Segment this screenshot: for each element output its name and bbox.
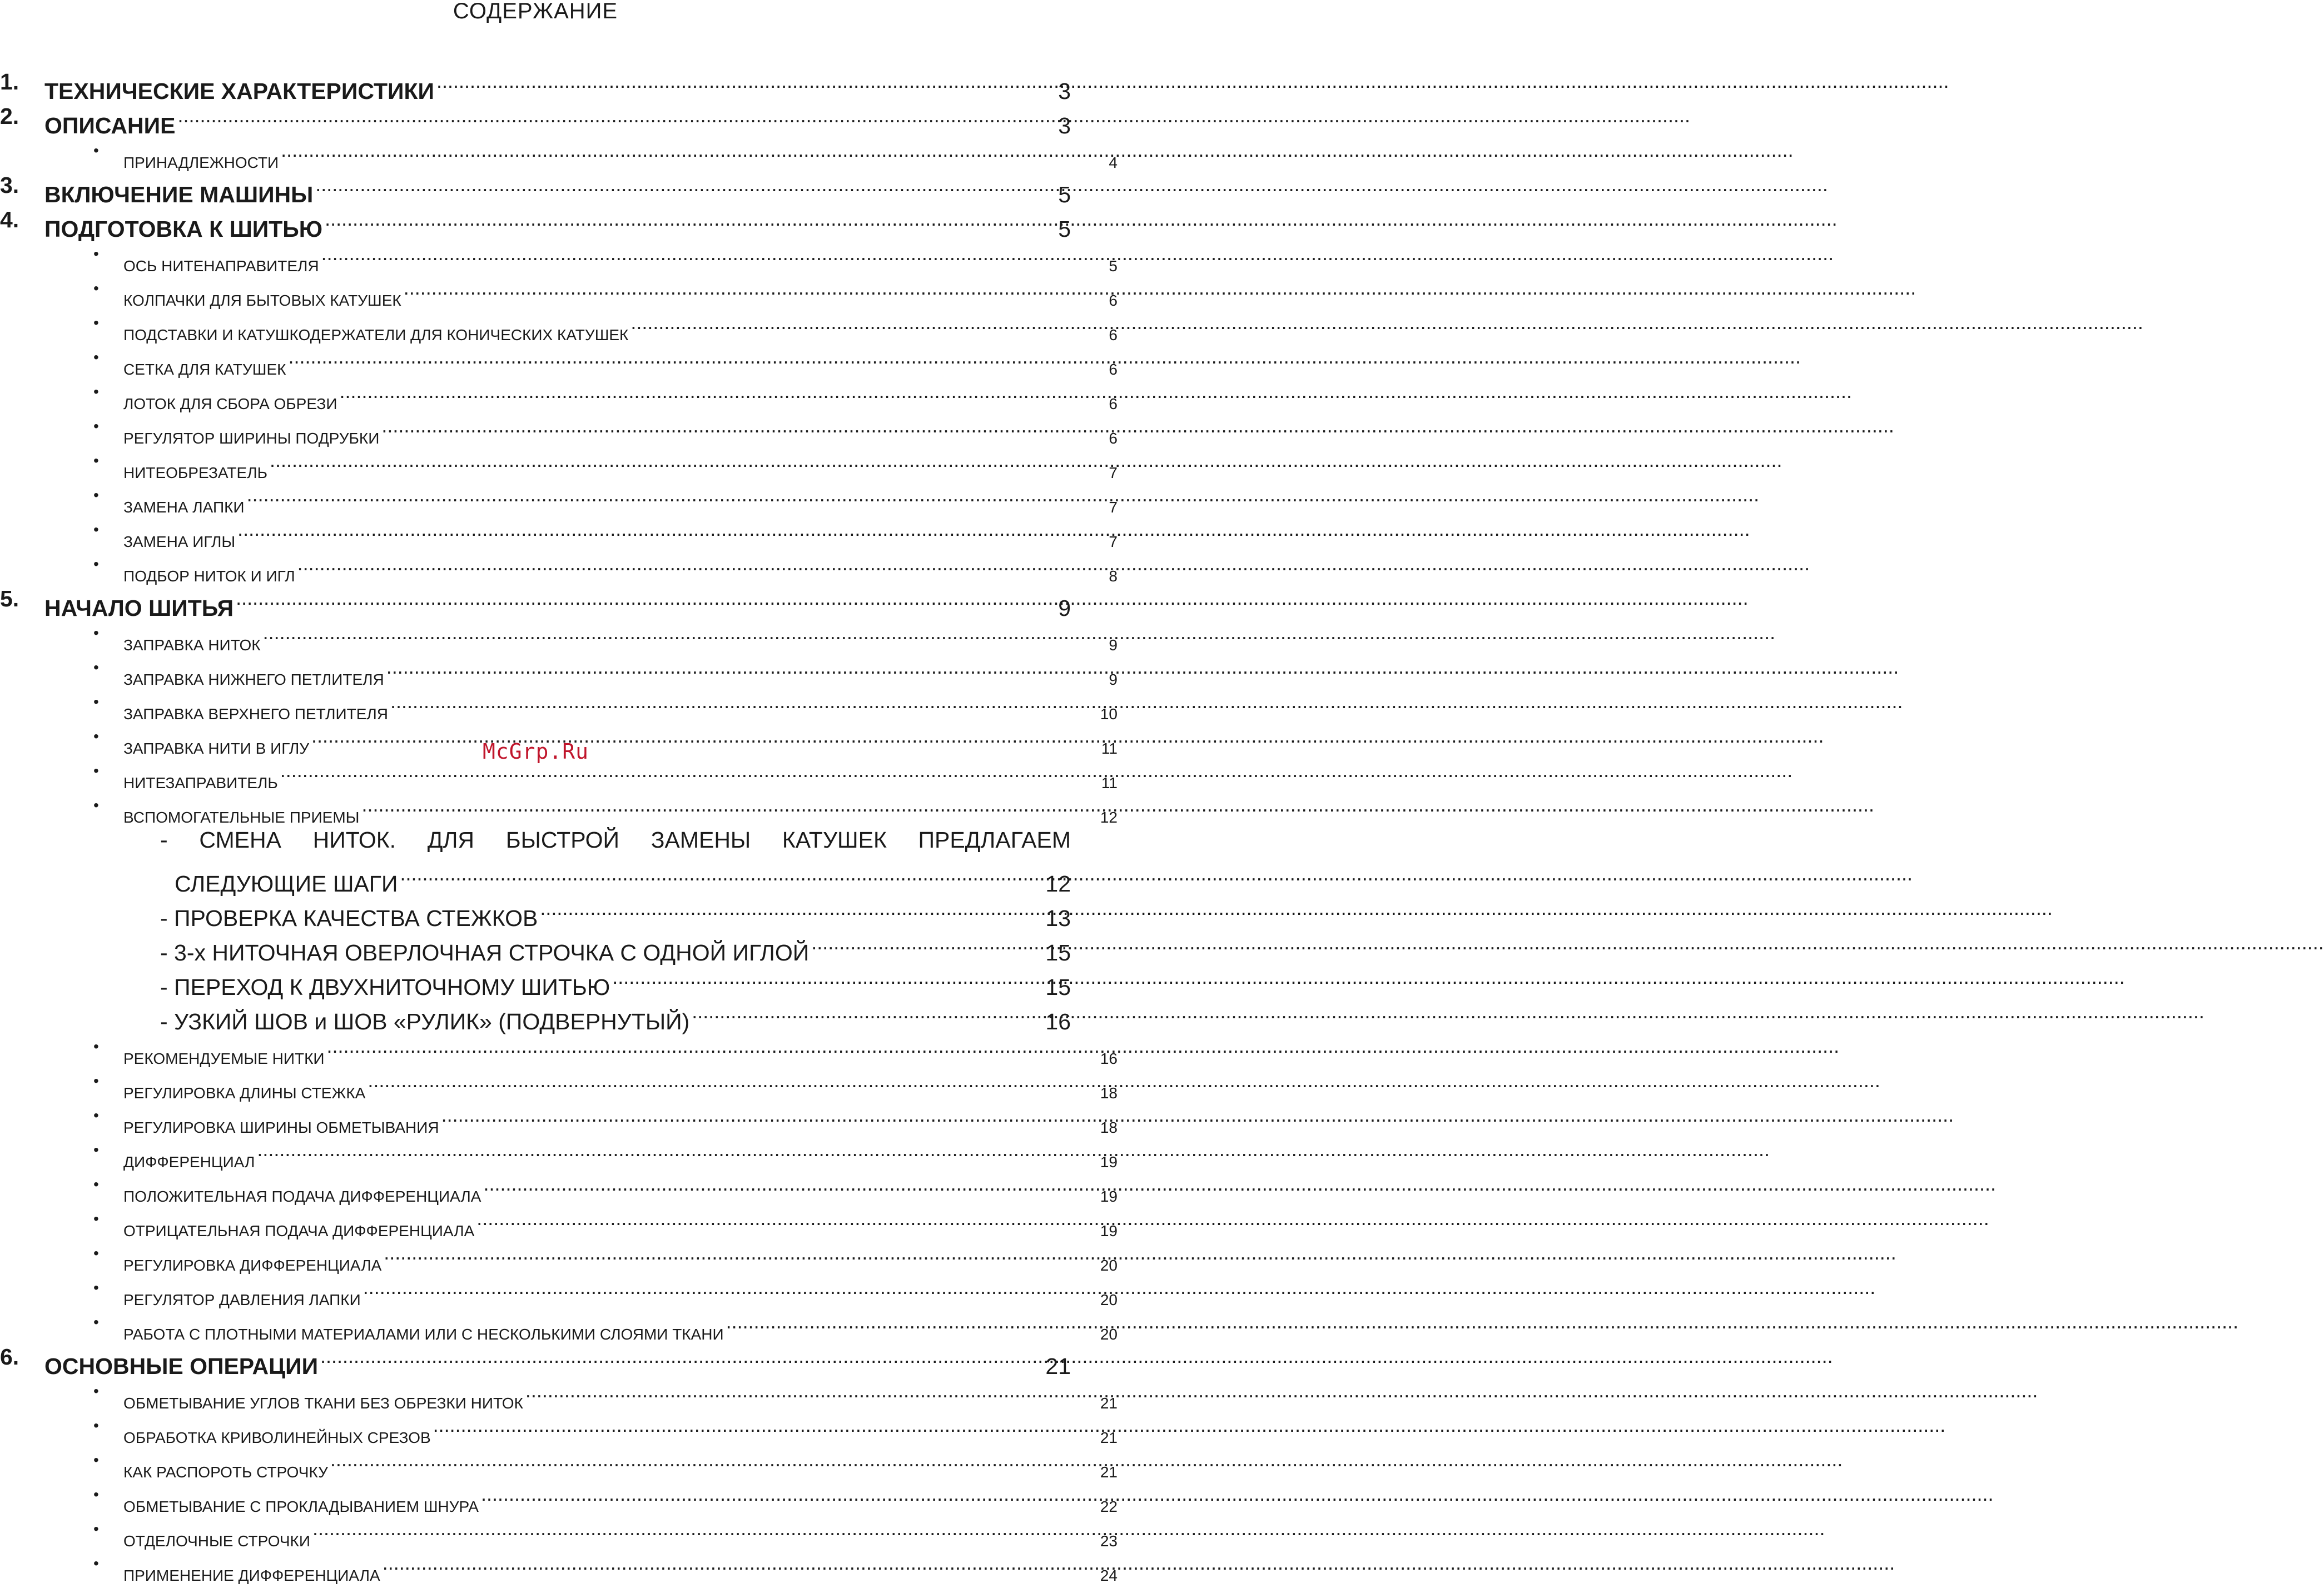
- dot-leader: [368, 1064, 1098, 1098]
- toc-entry-page-number: 4: [1109, 154, 1118, 171]
- toc-entry[interactable]: [47, 1167, 1118, 1205]
- toc-entry-label: ТЕХНИЧЕСКИЕ ХАРАКТЕРИСТИКИ: [44, 78, 434, 104]
- toc-entry-page-number: 3: [1058, 113, 1071, 138]
- toc-entry[interactable]: [47, 1443, 1118, 1481]
- toc-entry-page-number: 18: [1100, 1084, 1118, 1102]
- page-title: СОДЕРЖАНИЕ: [453, 0, 618, 23]
- toc-entry-label: ОСЬ НИТЕНАПРАВИТЕЛЯ: [123, 257, 319, 275]
- toc-entry[interactable]: [47, 685, 1118, 723]
- toc-entry-label: ЗАПРАВКА ВЕРХНЕГО ПЕТЛИТЕЛЯ: [123, 705, 388, 723]
- toc-entry-label: ПОДСТАВКИ И КАТУШКОДЕРЖАТЕЛИ ДЛЯ КОНИЧЕСКИХ КАТУШЕК: [123, 326, 629, 344]
- toc-entry[interactable]: [47, 1133, 1118, 1171]
- toc-entry-label: ОТДЕЛОЧНЫЕ СТРОЧКИ: [123, 1532, 310, 1550]
- toc-entry-page-number: 3: [1058, 78, 1071, 104]
- toc-entry-page-number: 9: [1109, 636, 1118, 654]
- toc-entry-label: ОБМЕТЫВАНИЕ УГЛОВ ТКАНИ БЕЗ ОБРЕЗКИ НИТОК: [123, 1395, 523, 1412]
- toc-entry-label: - ПЕРЕХОД К ДВУХНИТОЧНОМУ ШИТЬЮ: [160, 974, 610, 1000]
- toc-entry-page-number: 11: [1101, 740, 1118, 757]
- toc-entry-page-number: 5: [1058, 216, 1071, 242]
- toc-entry[interactable]: [47, 133, 1118, 171]
- bullet-icon: •: [93, 1520, 99, 1537]
- dot-leader: [263, 616, 1107, 650]
- dot-leader: [386, 650, 1107, 685]
- dot-leader: [441, 1098, 1098, 1133]
- toc-entry[interactable]: [47, 478, 1118, 516]
- dot-leader: [481, 1477, 1098, 1512]
- toc-entry-page-number: 21: [1100, 1395, 1118, 1412]
- toc-entry-label: НИТЕОБРЕЗАТЕЛЬ: [123, 464, 267, 481]
- toc-entry-page-number: 19: [1100, 1188, 1118, 1205]
- dot-leader: [436, 64, 1056, 99]
- toc-entry[interactable]: [0, 857, 1071, 897]
- dot-leader: [476, 1202, 1098, 1236]
- toc-entry-page-number: 15: [1045, 974, 1071, 1000]
- toc-entry[interactable]: [47, 306, 1118, 344]
- toc-entry[interactable]: [47, 788, 1118, 826]
- toc-entry[interactable]: [47, 1236, 1118, 1274]
- toc-entry[interactable]: [47, 1477, 1118, 1515]
- bullet-icon: •: [93, 555, 99, 573]
- toc-entry[interactable]: [0, 202, 1071, 242]
- toc-entry-label: ПОДГОТОВКА К ШИТЬЮ: [44, 216, 323, 242]
- toc-entry[interactable]: [47, 1546, 1118, 1584]
- toc-entry[interactable]: [47, 1202, 1118, 1239]
- toc-entry[interactable]: [47, 375, 1118, 412]
- dot-leader: [315, 168, 1056, 202]
- toc-entry-number: 5.: [0, 586, 19, 611]
- bullet-icon: •: [93, 1107, 99, 1124]
- dot-leader: [383, 1546, 1098, 1581]
- bullet-icon: •: [93, 1244, 99, 1262]
- bullet-icon: •: [93, 521, 99, 538]
- dot-leader: [384, 1236, 1098, 1271]
- dot-leader: [483, 1167, 1098, 1202]
- dot-leader: [177, 99, 1056, 133]
- toc-entry-label: - ПРОВЕРКА КАЧЕСТВА СТЕЖКОВ: [160, 905, 538, 931]
- toc-entry-page-number: 10: [1100, 705, 1118, 723]
- toc-entry-page-number: 5: [1109, 257, 1118, 275]
- toc-entry[interactable]: [47, 1512, 1118, 1550]
- toc-entry-page-number: 11: [1101, 774, 1118, 791]
- toc-entry-page-number: 16: [1045, 1009, 1071, 1034]
- toc-entry-number: 4.: [0, 207, 19, 232]
- toc-entry-label: ОБМЕТЫВАНИЕ С ПРОКЛАДЫВАНИЕМ ШНУРА: [123, 1498, 479, 1515]
- dot-leader: [525, 1374, 1098, 1408]
- toc-entry[interactable]: [47, 271, 1118, 309]
- toc-entry-page-number: 12: [1045, 871, 1071, 897]
- toc-entry[interactable]: [47, 1271, 1118, 1308]
- toc-entry-label: РЕГУЛИРОВКА ДИФФЕРЕНЦИАЛА: [123, 1257, 382, 1274]
- toc-entry-page-number: 7: [1109, 464, 1118, 481]
- dot-leader: [311, 719, 1099, 754]
- toc-entry-label: РЕГУЛИРОВКА ДЛИНЫ СТЕЖКА: [123, 1084, 366, 1102]
- toc-entry-label: ОСНОВНЫЕ ОПЕРАЦИИ: [44, 1353, 319, 1379]
- bullet-icon: •: [93, 314, 99, 331]
- toc-entry-page-number: 12: [1100, 809, 1118, 826]
- dot-leader: [237, 512, 1106, 547]
- toc-entry[interactable]: [0, 892, 1071, 931]
- bullet-icon: •: [93, 728, 99, 745]
- bullet-icon: •: [93, 796, 99, 814]
- toc-entry[interactable]: [47, 1098, 1118, 1136]
- toc-entry[interactable]: [47, 616, 1118, 654]
- toc-entry-label: ПРИНАДЛЕЖНОСТИ: [123, 154, 279, 171]
- dot-leader: [540, 892, 1043, 926]
- toc-entry[interactable]: [47, 1064, 1118, 1102]
- dot-leader: [321, 237, 1107, 271]
- bullet-icon: •: [93, 1382, 99, 1400]
- toc-entry-page-number: 7: [1109, 499, 1118, 516]
- bullet-icon: •: [93, 1210, 99, 1227]
- toc-entry[interactable]: [0, 581, 1071, 621]
- toc-entry-number: 2.: [0, 103, 19, 129]
- dot-leader: [247, 478, 1107, 512]
- bullet-icon: •: [93, 349, 99, 366]
- toc-entry-label: НАЧАЛО ШИТЬЯ: [44, 595, 234, 621]
- bullet-icon: •: [93, 1555, 99, 1572]
- toc-entry-page-number: 21: [1100, 1429, 1118, 1446]
- bullet-icon: •: [93, 1279, 99, 1296]
- toc-entry-page-number: 16: [1100, 1050, 1118, 1067]
- toc-entry[interactable]: [0, 168, 1071, 207]
- bullet-icon: •: [93, 417, 99, 435]
- toc-entry[interactable]: [47, 1408, 1118, 1446]
- bullet-icon: •: [93, 659, 99, 676]
- toc-entry-page-number: 9: [1058, 595, 1071, 621]
- toc-entry-label: ПРИМЕНЕНИЕ ДИФФЕРЕНЦИАЛА: [123, 1567, 380, 1584]
- dot-leader: [381, 409, 1106, 444]
- dot-leader: [726, 1305, 1098, 1340]
- toc-entry-label: ОТРИЦАТЕЛЬНАЯ ПОДАЧА ДИФФЕРЕНЦИАЛА: [123, 1222, 475, 1239]
- toc-entry-page-number: 19: [1100, 1153, 1118, 1171]
- toc-entry-number: 1.: [0, 69, 19, 94]
- toc-entry-label: ВСПОМОГАТЕЛЬНЫЕ ПРИЕМЫ: [123, 809, 360, 826]
- bullet-icon: •: [93, 142, 99, 159]
- bullet-icon: •: [93, 486, 99, 504]
- bullet-icon: •: [93, 383, 99, 400]
- toc-entry-page-number: 20: [1100, 1291, 1118, 1308]
- bullet-icon: •: [93, 280, 99, 297]
- bullet-icon: •: [93, 1176, 99, 1193]
- toc-entry-page-number: 5: [1058, 182, 1071, 207]
- toc-entry-page-number: 13: [1045, 905, 1071, 931]
- toc-entry-label: ЗАМЕНА ЛАПКИ: [123, 499, 245, 516]
- bullet-icon: •: [93, 1141, 99, 1158]
- toc-entry-label: ЗАМЕНА ИГЛЫ: [123, 533, 236, 550]
- dot-leader: [363, 1271, 1098, 1305]
- toc-entry[interactable]: [47, 512, 1118, 550]
- toc-entry[interactable]: [47, 650, 1118, 688]
- toc-entry-number: 6.: [0, 1344, 19, 1370]
- toc-entry-label: СЕТКА ДЛЯ КАТУШЕК: [123, 361, 286, 378]
- toc-entry[interactable]: [0, 1340, 1071, 1379]
- bullet-icon: •: [93, 1417, 99, 1434]
- toc-entry[interactable]: [47, 444, 1118, 481]
- dot-leader: [330, 1443, 1098, 1477]
- toc-entry[interactable]: [0, 64, 1071, 104]
- toc-entry[interactable]: [0, 926, 1071, 965]
- toc-entry-page-number: 7: [1109, 533, 1118, 550]
- toc-entry[interactable]: [47, 237, 1118, 275]
- toc-entry-page-number: 6: [1109, 292, 1118, 309]
- dot-leader: [327, 1029, 1098, 1064]
- toc-entry-wrapped-line[interactable]: - СМЕНА НИТОК. ДЛЯ БЫСТРОЙ ЗАМЕНЫ КАТУШЕК ПРЕДЛАГАЕМ: [160, 827, 1071, 853]
- toc-entry-page-number: 6: [1109, 361, 1118, 378]
- toc-entry-page-number: 15: [1045, 940, 1071, 965]
- toc-entry-label: ОБРАБОТКА КРИВОЛИНЕЙНЫХ СРЕЗОВ: [123, 1429, 431, 1446]
- toc-entry-page-number: 21: [1045, 1353, 1071, 1379]
- toc-entry-label: ЗАПРАВКА НИЖНЕГО ПЕТЛИТЕЛЯ: [123, 671, 384, 688]
- dot-leader: [404, 271, 1107, 306]
- bullet-icon: •: [93, 452, 99, 469]
- toc-entry-page-number: 23: [1100, 1532, 1118, 1550]
- toc-entry[interactable]: [47, 1374, 1118, 1412]
- toc-entry-label: ПОДБОР НИТОК И ИГЛ: [123, 567, 295, 585]
- dot-leader: [288, 340, 1106, 375]
- toc-entry-label: КАК РАСПОРОТЬ СТРОЧКУ: [123, 1463, 328, 1481]
- toc-entry-label: РЕГУЛЯТОР ДАВЛЕНИЯ ЛАПКИ: [123, 1291, 361, 1308]
- toc-entry[interactable]: [47, 340, 1118, 378]
- toc-entry[interactable]: [47, 547, 1118, 585]
- toc-entry-page-number: 6: [1109, 326, 1118, 344]
- toc-entry[interactable]: [47, 409, 1118, 447]
- toc-entry-page-number: 6: [1109, 430, 1118, 447]
- toc-entry-label: ДИФФЕРЕНЦИАЛ: [123, 1153, 255, 1171]
- toc-entry-label: - 3-х НИТОЧНАЯ ОВЕРЛОЧНАЯ СТРОЧКА С ОДНОЙ ИГЛОЙ: [160, 940, 810, 965]
- toc-entry-label: РАБОТА С ПЛОТНЫМИ МАТЕРИАЛАМИ ИЛИ С НЕСКОЛЬКИМИ СЛОЯМИ ТКАНИ: [123, 1326, 724, 1343]
- toc-entry-page-number: 22: [1100, 1498, 1118, 1515]
- toc-entry-page-number: 21: [1100, 1463, 1118, 1481]
- toc-entry-page-number: 8: [1109, 567, 1118, 585]
- toc-entry-label: ОПИСАНИЕ: [44, 113, 176, 138]
- bullet-icon: •: [93, 762, 99, 779]
- bullet-icon: •: [93, 1451, 99, 1468]
- toc-entry[interactable]: [47, 1305, 1118, 1343]
- toc-entry-label: - УЗКИЙ ШОВ и ШОВ «РУЛИК» (ПОДВЕРНУТЫЙ): [160, 1009, 690, 1034]
- bullet-icon: •: [93, 693, 99, 710]
- dot-leader: [297, 547, 1107, 581]
- dot-leader: [339, 375, 1106, 409]
- toc-entry-page-number: 18: [1100, 1119, 1118, 1136]
- toc-entry-label: РЕГУЛЯТОР ШИРИНЫ ПОДРУБКИ: [123, 430, 380, 447]
- dot-leader: [400, 857, 1043, 892]
- dot-leader: [361, 788, 1098, 823]
- toc-entry[interactable]: [0, 960, 1071, 1000]
- toc-entry-page-number: 19: [1100, 1222, 1118, 1239]
- bullet-icon: •: [93, 1072, 99, 1089]
- toc-entry-label: КОЛПАЧКИ ДЛЯ БЫТОВЫХ КАТУШЕК: [123, 292, 401, 309]
- dot-leader: [236, 581, 1056, 616]
- bullet-icon: •: [93, 1313, 99, 1331]
- toc-entry-page-number: 24: [1100, 1567, 1118, 1584]
- dot-leader: [281, 133, 1106, 168]
- bullet-icon: •: [93, 1038, 99, 1055]
- dot-leader: [692, 995, 1043, 1029]
- toc-entry-label: ЗАПРАВКА НИТОК: [123, 636, 261, 654]
- bullet-icon: •: [93, 245, 99, 262]
- dot-leader: [270, 444, 1106, 478]
- dot-leader: [390, 685, 1098, 719]
- toc-entry-label: РЕГУЛИРОВКА ШИРИНЫ ОБМЕТЫВАНИЯ: [123, 1119, 439, 1136]
- dot-leader: [312, 1512, 1098, 1546]
- toc-entry[interactable]: [47, 1029, 1118, 1067]
- watermark: McGrp.Ru: [483, 739, 589, 764]
- toc-entry-page-number: 20: [1100, 1257, 1118, 1274]
- toc-entry-label: НИТЕЗАПРАВИТЕЛЬ: [123, 774, 278, 791]
- dot-leader: [630, 306, 1106, 340]
- dot-leader: [325, 202, 1056, 237]
- dot-leader: [280, 754, 1099, 788]
- toc-entry-page-number: 6: [1109, 395, 1118, 412]
- bullet-icon: •: [93, 624, 99, 641]
- dot-leader: [320, 1340, 1043, 1374]
- toc-entry-number: 3.: [0, 172, 19, 198]
- toc-entry[interactable]: [0, 995, 1071, 1034]
- toc-entry-label: ПОЛОЖИТЕЛЬНАЯ ПОДАЧА ДИФФЕРЕНЦИАЛА: [123, 1188, 481, 1205]
- toc-entry-label: ВКЛЮЧЕНИЕ МАШИНЫ: [44, 182, 314, 207]
- bullet-icon: •: [93, 1486, 99, 1503]
- toc-entry-label: ЗАПРАВКА НИТИ В ИГЛУ: [123, 740, 310, 757]
- dot-leader: [811, 926, 1043, 960]
- toc-entry-label: РЕКОМЕНДУЕМЫЕ НИТКИ: [123, 1050, 325, 1067]
- dot-leader: [433, 1408, 1098, 1443]
- toc-entry-label: СЛЕДУЮЩИЕ ШАГИ: [175, 871, 398, 897]
- toc-entry-label: ЛОТОК ДЛЯ СБОРА ОБРЕЗИ: [123, 395, 337, 412]
- dot-leader: [612, 960, 1043, 995]
- dot-leader: [257, 1133, 1098, 1167]
- toc-entry-page-number: 9: [1109, 671, 1118, 688]
- toc-entry-page-number: 20: [1100, 1326, 1118, 1343]
- toc-entry[interactable]: [0, 99, 1071, 138]
